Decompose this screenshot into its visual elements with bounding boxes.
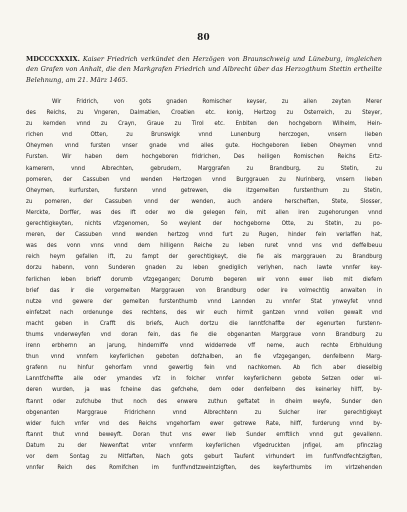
text-line: ferlichen leben brieff dorumb vfzgegangen; Dorumb begeren wir vonn ewer lieb mit diefem: [26, 275, 382, 283]
text-line: vnnfer Reich des Romifchen im funffvndtzweintzigften, des keyferthumbs im virtzehenden: [26, 464, 382, 472]
text-line: gerechtigkeyten, nichts vfzgenomen, So weylent der hochgeborne Otte, zu Stetin, zu po-: [26, 220, 382, 228]
text-line: grafenn nu hinfur gehorfam vnnd gewertig fein vnd nachkomen. Ab fich aber dieselbig: [26, 364, 382, 372]
document-number: MDCCCXXXIX.: [26, 55, 80, 63]
text-line: kamerern, vnnd Albrechten, gebrudern, Marggrafen zu Brandburg, zu Stetin, zu: [26, 164, 382, 172]
text-line: Datum zu der Newenftat vnter vnnferm keyferlichen vfgedruckten jnfigel, am pfinczlag: [26, 441, 382, 449]
text-line: macht geben in Crafft dis briefs, Auch dortzu die lanntfchaffte der egenurten furstenn-: [26, 319, 382, 327]
text-line: Lanntfcheffte alle oder ymandes vfz in folcher vnnfer keyferlichenn gebote Setzen oder wi-: [26, 375, 382, 383]
text-line: ftannt oder zufchube thut noch des enwere zuthun geftatet in dheim weyfe, Sunder den: [26, 397, 382, 405]
text-line: nutze vnd gewere der gemelten furstenthumb vnnd Lannden zu vnnfer Stat ynweyfet vnnd: [26, 297, 382, 305]
text-line: Oheymen vnnd fursten vnser gnade vnd alles gute. Hochgeboren lieben Oheymen vnnd: [26, 142, 382, 150]
text-line: ftannt thut vnnd beweyft. Doran thut vns ewer lieb Sunder ernftlich vnnd gut gevallenn.: [26, 430, 382, 438]
text-line: thums vnderweyfen vnd doran fein, das fie die obgenanten Marggraue vonn Brandburg zu: [26, 330, 382, 338]
document-heading: [26, 54, 382, 85]
text-line: thun vnnd vnnfern keyferlichen geboten dofzhalben, an fie vfzgegangen, denfelbenn Marg-: [26, 353, 382, 361]
text-line: irenn erbhernn an jarung, hinderniffe vnnd widderrede vff neme, auch rechte Erbhuldung: [26, 342, 382, 350]
text-line: wider fulch vnfer vnd des Reichs vngehorfam ewer getrewe Rate, hilff, furderung vnnd by-: [26, 419, 382, 427]
text-line: zu pomeren, der Cassuben vnnd der wenden, auch andere herscheften, Stete, Slosser,: [26, 197, 382, 205]
text-line: dorzu habenn, vonn Sunderen gnaden zu leben gnediglich verlyhen, nach lawte vnnfer key-: [26, 264, 382, 272]
text-line: einfetzet nach ordenunge des rechtens, des wir euch hirmit gantzen vnnd vollen gewalt vnd: [26, 308, 382, 316]
text-line: richen vnd Otten, zu Brunswigk vnnd Lunenburg herczogen, vnsern lieben: [26, 131, 382, 139]
text-line: pomeren, der Cassuben vnd wenden Hertzogen vnnd Burggrauen zu Nurinberg, vnsern lieben: [26, 175, 382, 183]
text-line: Wir Fridrich, von gots gnaden Romischer keyser, zu allen zeyten Merer: [52, 98, 382, 105]
page-number: 80: [197, 33, 210, 43]
text-line: zu kernden vnnd zu Crayn, Graue zu Tirol etc. Enbiten den hochgeborn Wilhelm, Hein-: [26, 120, 382, 128]
text-line: deren wurden, ja was fcheine das gefchehe, dem oder denfelbenn des keinerley hilff, by-: [26, 386, 382, 394]
text-line: Oheymen, kurfursten, furstenn vnnd getrewen, die itzgemelten furstenthum zu Stetin,: [26, 186, 382, 194]
text-line: brief das ir die vorgemelten Marggrauen von Brandburg oder ire volmechtig anwalten in: [26, 286, 382, 294]
document-body: [26, 96, 382, 473]
text-line: Fursten. Wir haben dem hochgeboren fridrichen, Des heiligen Romischen Reichs Ertz-: [26, 153, 382, 161]
text-line: reich heym gefallen ift, zu fampt der gerechtigkeyt, die fie als marggrauen zu Brandburg: [26, 253, 382, 261]
text-line: obgenanten Marggraue Fridrichenn vnnd Albrechtenn zu Sulcher irer gerechtigkeyt: [26, 408, 382, 416]
text-line: vor dem Sontag zu Mitfaften, Nach gots geburt Taufent virhundert im funffvndfechtzigften,: [26, 453, 382, 460]
document-regest: Kaiser Friedrich verkündet den Herzögen von Braunschweig und Lüneburg, imgleichen den Grafen von Anhalt, die den Markgrafen Friedrich und Albrecht über das Herzogthum Stettin ertheilte Belehnung, am 21. März 1465.: [26, 55, 382, 84]
text-line: was des vonn vnns vnnd dem hilligenn Reiche zu leben ruret vnnd vns vnd deffelbeuu: [26, 242, 382, 250]
text-line: meren, der Cassuben vnnd wenden hertzog vnnd furt zu Rugen, hinder fein verlaffen hat,: [26, 231, 382, 239]
text-line: Merckte, Dorffer, was des ift oder wo die gelegen fein, mit allen iren zugehorungen vnnd: [26, 208, 382, 216]
text-line: des Reichs, zu Vngeren, Dalmatien, Croatien etc. konig, Hertzog zu Osterreich, zu Steyer,: [26, 109, 382, 117]
